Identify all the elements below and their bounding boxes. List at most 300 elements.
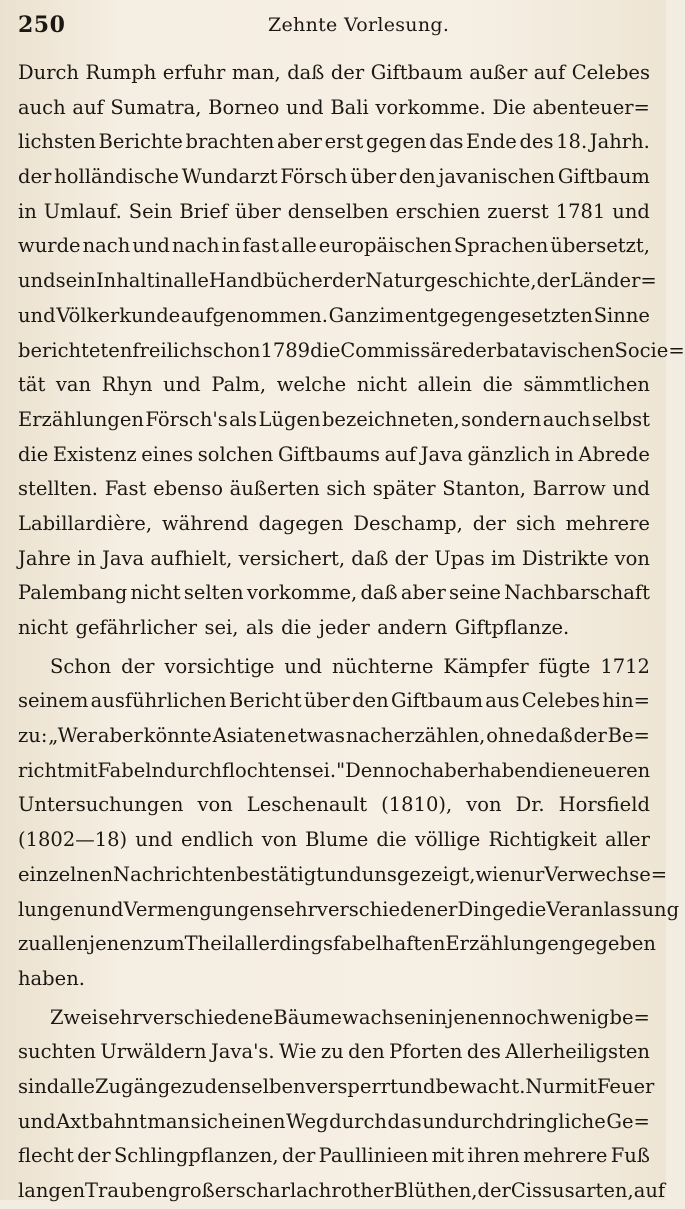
word: übersetzt, (550, 234, 650, 258)
word: Brief (179, 199, 228, 223)
word: richt (18, 758, 65, 782)
text-line (18, 823, 650, 858)
text-line (18, 858, 668, 893)
text-line (18, 611, 650, 646)
word: man (147, 1109, 191, 1133)
word: zu (181, 1074, 205, 1098)
word: in (428, 1005, 448, 1029)
word: Upas (434, 546, 485, 570)
word: völlige (414, 828, 481, 852)
word: Socie= (614, 338, 685, 362)
word: solchen (197, 442, 274, 466)
word: Jahre (18, 546, 71, 570)
word: Veranlassung (546, 897, 680, 921)
word: wachsen (342, 1005, 429, 1029)
word: Sprachen (453, 234, 549, 258)
word: der (394, 546, 428, 570)
word: Erzählungen (18, 407, 144, 431)
word: Ganz (328, 303, 379, 327)
word: Giftbaum (557, 165, 650, 189)
word: sämmtlichen (523, 373, 650, 397)
word: aufhielt, (150, 546, 233, 570)
word: die (281, 616, 312, 639)
word: aber (276, 130, 322, 154)
word: der (472, 511, 507, 535)
word: Celebes (521, 689, 601, 713)
word: „Wer (48, 724, 97, 748)
word: Lügen (258, 407, 321, 431)
word: über (350, 165, 397, 189)
text-line (18, 962, 650, 997)
word: und (397, 1074, 436, 1098)
word: stellten. (18, 477, 98, 501)
word: nicht (130, 581, 181, 605)
word: und (135, 828, 173, 852)
word: abenteuer= (532, 95, 650, 119)
word: daß (287, 61, 325, 84)
text-line (18, 160, 650, 195)
word: auch (542, 407, 591, 431)
text-line (18, 754, 650, 789)
word: als (245, 616, 274, 639)
word: nicht (18, 616, 69, 639)
word: in (554, 442, 574, 466)
page-number: 250 (18, 12, 66, 38)
word: Fast (104, 477, 147, 501)
word: während (161, 511, 249, 535)
word: auf (633, 1179, 666, 1202)
word: 1789 (260, 338, 311, 362)
word: im (379, 303, 405, 327)
text-line (18, 788, 650, 823)
word: van (55, 373, 92, 397)
word: und (132, 234, 170, 258)
word: Dinge (457, 897, 516, 921)
word: der (121, 654, 155, 678)
word: nach (82, 234, 131, 258)
word: Deschamp, (353, 511, 463, 535)
word: alle (173, 269, 209, 293)
word: Barrow (532, 477, 606, 501)
word: vorkomme. (375, 95, 486, 119)
text-line (18, 334, 685, 369)
word: von (261, 828, 298, 852)
word: hin= (602, 689, 650, 713)
word: sei, (204, 616, 239, 639)
word: Jahrh. (589, 130, 650, 154)
word: auf (533, 61, 566, 84)
word: in (18, 199, 37, 223)
word: lichsten (18, 130, 96, 154)
word: das (387, 1109, 422, 1133)
word: Erzählungen (445, 932, 572, 956)
word: Be= (607, 724, 650, 748)
text-line (18, 472, 650, 507)
word: 1781 (555, 199, 606, 223)
word: später (372, 477, 436, 501)
word: bewacht. (435, 1074, 526, 1098)
word: und (85, 897, 124, 921)
text-line (18, 1070, 655, 1105)
word: von (197, 793, 233, 817)
word: gefährlicher (75, 616, 198, 639)
word: flecht (18, 1144, 74, 1168)
word: Bäume (273, 1005, 342, 1029)
word: sei." (302, 758, 346, 782)
word: dagegen (258, 511, 344, 535)
word: die (18, 442, 49, 466)
word: bestätigt (236, 862, 325, 886)
word: Palm, (211, 373, 267, 397)
word: über (303, 689, 350, 713)
word: Abrede (578, 442, 650, 466)
word: Nachrichten (113, 862, 237, 886)
word: auf (384, 442, 417, 466)
word: sondern (461, 407, 542, 431)
word: durch (329, 1109, 387, 1133)
word: brachten (185, 130, 275, 154)
word: versperrt (305, 1074, 398, 1098)
word: und (284, 654, 323, 678)
word: Schon (50, 654, 112, 678)
word: Palembang (18, 581, 128, 605)
word: Giftbaum (370, 61, 463, 84)
word: haben. (18, 966, 85, 990)
word: der (281, 1144, 316, 1168)
word: und (612, 199, 650, 223)
word: langen (18, 1179, 86, 1202)
word: Durch (18, 61, 79, 84)
word: gegen (365, 130, 427, 154)
word: das (429, 130, 464, 154)
word: 18. (556, 130, 588, 154)
word: die (310, 338, 341, 362)
word: Ende (465, 130, 517, 154)
word: fügte (538, 654, 591, 678)
word: seinem (18, 689, 89, 713)
word: sehr (273, 897, 317, 921)
word: aus (485, 689, 520, 713)
word: Försch's (145, 407, 228, 431)
text-line (18, 927, 656, 962)
word: Nachbarschaft (504, 581, 650, 605)
word: nur (509, 862, 545, 886)
word: Cissusarten, (510, 1179, 634, 1202)
word: noch (501, 1005, 550, 1029)
running-head: Zehnte Vorlesung. (268, 14, 450, 36)
word: sehr (98, 1005, 142, 1029)
word: erst (324, 130, 364, 154)
word: einzelnen (18, 862, 114, 886)
word: schon (202, 338, 261, 362)
word: fabelhaften (332, 932, 446, 956)
word: der (77, 1144, 111, 1168)
word: Schlingpflanzen, (113, 1144, 279, 1168)
word: Blüthen, (393, 1179, 478, 1202)
word: der (462, 338, 497, 362)
word: verschiedene (141, 1005, 274, 1029)
word: zu: (18, 724, 48, 748)
word: gegeben (571, 932, 656, 956)
word: Försch (280, 165, 348, 189)
word: Handbücher (208, 269, 332, 293)
word: Bali (330, 95, 369, 119)
word: könnte (143, 724, 212, 748)
word: des (519, 130, 554, 154)
word: mit (431, 1144, 465, 1168)
word: (1802—18) (18, 828, 128, 852)
word: der (330, 61, 365, 84)
word: Untersuchungen (18, 793, 184, 817)
word: berichteten (18, 338, 133, 362)
text-line (18, 507, 650, 542)
word: Axt (56, 1109, 90, 1133)
word: Giftbaums (277, 442, 381, 466)
word: eines (141, 442, 194, 466)
word: Naturgeschichte, (365, 269, 537, 293)
word: Leschenault (246, 793, 368, 817)
word: fast (242, 234, 280, 258)
word: aber (97, 724, 143, 748)
word: Inhalt (95, 269, 155, 293)
word: vorsichtige (164, 654, 275, 678)
word: der (477, 1179, 511, 1202)
word: durchflochten (164, 758, 303, 782)
text-line (18, 542, 650, 577)
word: zum (143, 932, 185, 956)
page-header (18, 12, 648, 46)
text-line (18, 1105, 650, 1140)
word: gezeigt, (396, 862, 476, 886)
word: versichert, (238, 546, 346, 570)
word: Horsfield (558, 793, 650, 817)
word: neueren (568, 758, 651, 782)
word: sind (18, 1074, 60, 1098)
word: alle (59, 1074, 95, 1098)
word: aber (400, 581, 446, 605)
word: haben (477, 758, 539, 782)
word: Giftpflanze. (454, 616, 570, 639)
word: Stanton, (442, 477, 526, 501)
word: die (538, 758, 569, 782)
text-line (18, 650, 650, 685)
word: Java (420, 442, 463, 466)
word: Pforten (389, 1040, 463, 1064)
word: nüchterne (332, 654, 434, 678)
word: javanischen (438, 165, 556, 189)
word: auch (18, 95, 66, 119)
word: allerdings (234, 932, 333, 956)
text-line (18, 56, 650, 91)
word: Berichte (98, 130, 183, 154)
word: und (18, 269, 56, 293)
word: Theil (184, 932, 235, 956)
word: und (286, 95, 324, 119)
word: Urwäldern (100, 1040, 207, 1064)
word: nacherzählen, (345, 724, 486, 748)
word: äußerten (229, 477, 320, 501)
word: Asiaten (212, 724, 287, 748)
word: sein (55, 269, 96, 293)
word: aber (432, 758, 478, 782)
word: jenen (447, 1005, 502, 1029)
word: nach (171, 234, 220, 258)
text-line (18, 576, 650, 611)
word: denselben (204, 1074, 306, 1098)
word: Zwei (50, 1005, 99, 1029)
word: des (466, 1040, 501, 1064)
text-line (18, 368, 650, 403)
word: mehrere (565, 511, 650, 535)
word: aller (604, 828, 650, 852)
word: ohne (486, 724, 535, 748)
word: entgegengesetzten (404, 303, 593, 327)
word: der (18, 165, 52, 189)
word: Labillardière, (18, 511, 153, 535)
text-line (18, 1001, 650, 1036)
word: undurchdringliche (422, 1109, 606, 1133)
word: Celebes (571, 61, 650, 84)
word: Weg (286, 1109, 329, 1133)
word: daß (360, 581, 398, 605)
word: die (482, 373, 513, 397)
word: Zugänge (94, 1074, 182, 1098)
word: welche (276, 373, 347, 397)
text-line (18, 1139, 650, 1174)
word: der (536, 269, 570, 293)
word: Vermengungen (123, 897, 274, 921)
word: bahnt (89, 1109, 147, 1133)
text-line (18, 229, 650, 264)
word: Borneo (208, 95, 280, 119)
word: und (324, 862, 362, 886)
word: Nur (525, 1074, 565, 1098)
word: Sein (128, 199, 173, 223)
word: scharlachrother (235, 1179, 394, 1202)
word: Wie (279, 1040, 317, 1064)
word: die (376, 828, 407, 852)
word: die (515, 897, 547, 921)
word: andern (377, 616, 448, 639)
word: Feuer (596, 1074, 655, 1098)
word: Ge= (606, 1109, 650, 1133)
word: zu (320, 1040, 344, 1064)
word: erschien (395, 199, 481, 223)
word: von (466, 793, 502, 817)
word: sich (190, 1109, 231, 1133)
word: über (234, 199, 281, 223)
word: Sinne (593, 303, 650, 327)
word: wie (475, 862, 510, 886)
word: Giftbaum (390, 689, 483, 713)
word: den (398, 165, 436, 189)
word: gänzlich (467, 442, 551, 466)
text-line (18, 438, 650, 473)
word: in (221, 234, 241, 258)
word: allen (40, 932, 90, 956)
word: und (18, 1109, 56, 1133)
word: auf (72, 95, 104, 119)
word: Trauben (85, 1179, 169, 1202)
word: erfuhr (162, 61, 226, 84)
word: Allerheiligsten (505, 1040, 650, 1064)
word: Blume (305, 828, 369, 852)
word: seine (449, 581, 501, 605)
word: Dennoch (345, 758, 433, 782)
word: Paullinieen (318, 1144, 429, 1168)
word: Sumatra, (110, 95, 202, 119)
word: wurde (18, 234, 81, 258)
word: ebenso (153, 477, 223, 501)
word: Java's. (210, 1040, 275, 1064)
word: mit (64, 758, 98, 782)
word: zu (18, 932, 41, 956)
word: denselben (287, 199, 389, 223)
word: in (154, 269, 174, 293)
word: Fabeln (97, 758, 165, 782)
word: Umlauf. (43, 199, 122, 223)
text-line (18, 893, 680, 928)
word: europäischen (318, 234, 452, 258)
word: außer (469, 61, 528, 84)
word: Völkerkunde (56, 303, 181, 327)
text-line (18, 299, 650, 334)
word: Kämpfer (443, 654, 529, 678)
word: ihren (467, 1144, 520, 1168)
text-line (18, 1035, 650, 1070)
word: suchten (18, 1040, 96, 1064)
word: vorkomme, (246, 581, 358, 605)
word: allein (417, 373, 472, 397)
text-line (18, 91, 650, 126)
word: im (490, 546, 516, 570)
word: und (612, 477, 650, 501)
word: Bericht (228, 689, 302, 713)
word: daß (351, 546, 389, 570)
word: in (77, 546, 96, 570)
word: man, (231, 61, 281, 84)
word: der (573, 724, 607, 748)
word: sich (326, 477, 367, 501)
word: lungen (18, 897, 86, 921)
word: großer (168, 1179, 236, 1202)
text-line (18, 195, 650, 230)
word: verschiedener (316, 897, 458, 921)
word: Rhyn (101, 373, 153, 397)
word: einen (230, 1109, 286, 1133)
word: Wundarzt (181, 165, 278, 189)
word: den (348, 1040, 385, 1064)
text-line (18, 264, 657, 299)
word: und (18, 303, 56, 327)
word: Java (102, 546, 145, 570)
word: etwas (287, 724, 345, 748)
word: Fuß (610, 1144, 650, 1168)
word: Dr. (515, 793, 545, 817)
word: 1712 (600, 654, 650, 678)
word: Verwechse= (544, 862, 668, 886)
word: Die (492, 95, 526, 119)
word: Rumph (85, 61, 157, 84)
word: zuerst (487, 199, 549, 223)
word: bezeichneten, (321, 407, 460, 431)
text-line (18, 1174, 666, 1209)
word: von (614, 546, 650, 570)
word: jenen (89, 932, 144, 956)
word: selten (183, 581, 244, 605)
body-text (18, 56, 685, 1209)
word: nicht (356, 373, 407, 397)
